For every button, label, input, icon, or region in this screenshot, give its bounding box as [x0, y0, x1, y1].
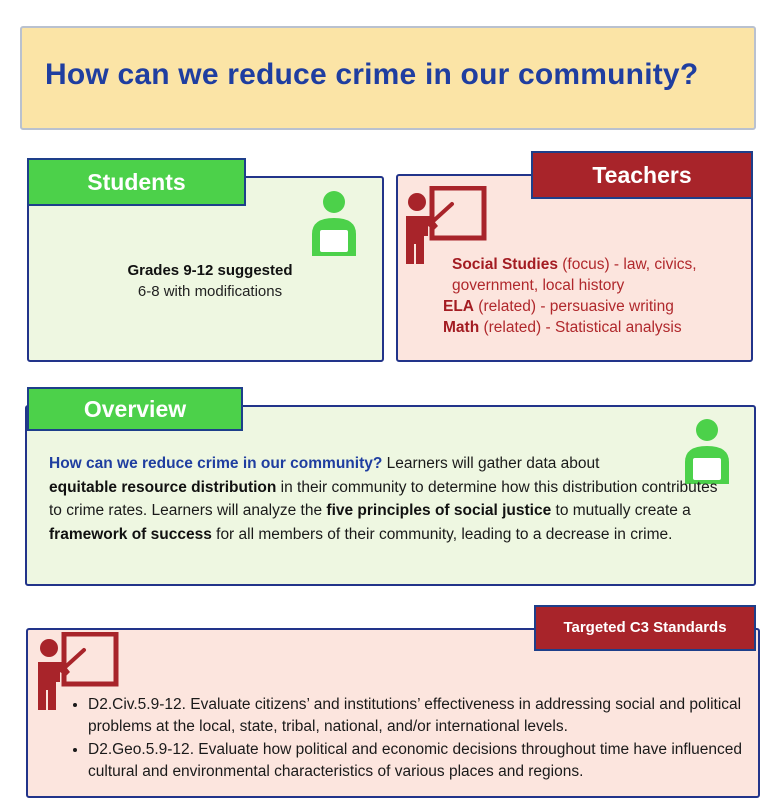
overview-tab: Overview	[27, 387, 243, 431]
teachers-tab: Teachers	[531, 151, 753, 199]
standard-item: • D2.Geo.5.9-12. Evaluate how political and economic decisions throughout time have influenced cultural and environmental characteristics of various places and regions.	[88, 739, 750, 783]
overview-question: How can we reduce crime in our community?	[49, 455, 383, 472]
subject-math: Math (related) - Statistical analysis	[443, 319, 682, 336]
grades-primary: Grades 9-12 suggested	[127, 262, 293, 279]
subject-social-studies: Social Studies (focus) - law, civics, government, local history	[452, 256, 697, 294]
students-grades	[90, 260, 330, 302]
student-at-laptop-icon	[308, 190, 360, 260]
standard-item: • D2.Civ.5.9-12. Evaluate citizens’ and institutions’ effectiveness in addressing social and political problems at the local, state, tribal, national, and/or international levels.	[88, 694, 750, 738]
standards-list	[70, 694, 750, 784]
subject-ela: ELA (related) - persuasive writing	[443, 298, 674, 315]
page-title: How can we reduce crime in our community?	[45, 58, 699, 91]
grades-secondary: 6-8 with modifications	[137, 283, 283, 300]
overview-description: How can we reduce crime in our community? Learners will gather data about equitable resource distribution in their community to determine how this distribution contributes to crime rates. Learners will analyze the five principles of social justice to mutually create a framework of success for all members of their community, leading to a decrease in crime.	[49, 455, 718, 543]
standard-code: D2.Civ.5.9-12	[88, 696, 182, 713]
students-tab: Students	[27, 158, 246, 206]
teachers-subjects	[443, 254, 743, 338]
standards-tab: Targeted C3 Standards	[534, 605, 756, 651]
standard-code: D2.Geo.5.9-12	[88, 741, 190, 758]
